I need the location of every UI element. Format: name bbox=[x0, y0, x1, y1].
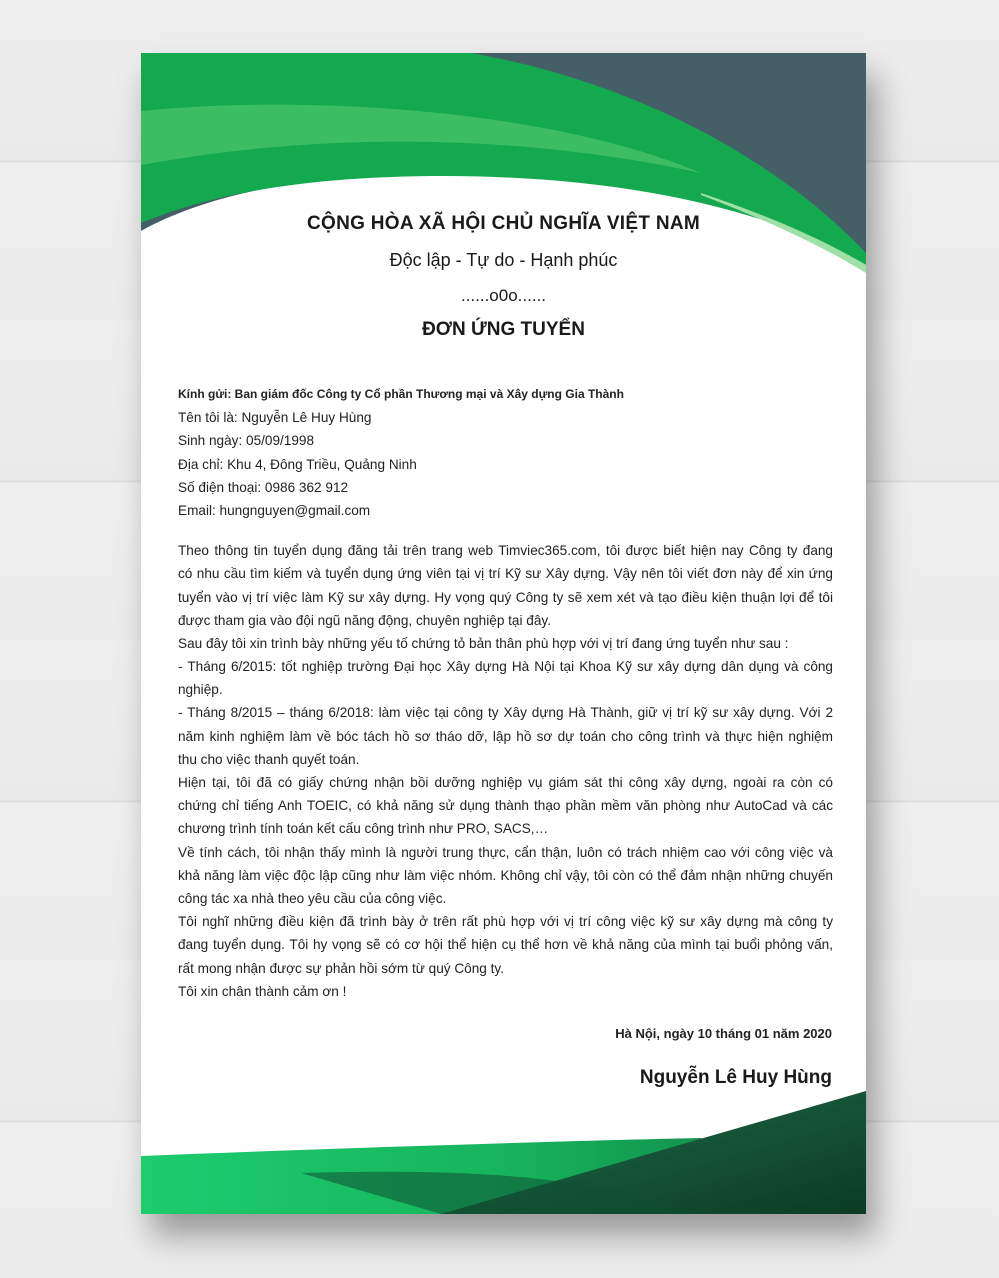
application-letter-page bbox=[141, 53, 866, 1214]
paragraph-line: - Tháng 6/2015: tốt nghiệp trường Đại học Xây dựng Hà Nội tại Khoa Kỹ sư xây dựng dân dụng và công bbox=[178, 659, 833, 675]
paragraph-line: chương trình tính toán kết cấu công trình như PRO, SACS,… bbox=[178, 821, 549, 837]
paragraph bbox=[178, 632, 833, 655]
paragraph bbox=[178, 655, 833, 701]
nation-heading: CỘNG HÒA XÃ HỘI CHỦ NGHĨA VIỆT NAM bbox=[306, 213, 701, 234]
paragraph-line: Theo thông tin tuyển dụng đăng tải trên trang web Timviec365.com, tôi được biết hiện nay Công ty đang bbox=[178, 543, 833, 559]
paragraph-line: Tôi xin chân thành cảm ơn ! bbox=[178, 983, 347, 999]
paragraph bbox=[178, 980, 833, 1003]
paragraph-line: công tác xa nhà theo yêu cầu của công việc. bbox=[178, 890, 447, 906]
paragraph-line: nghiệp. bbox=[178, 682, 223, 698]
paragraph bbox=[178, 841, 833, 911]
date-of-birth: Sinh ngày: 05/09/1998 bbox=[178, 433, 315, 449]
email: Email: hungnguyen@gmail.com bbox=[178, 502, 371, 518]
paragraph-line: khả năng làm việc độc lập cũng như làm việc nhóm. Không chỉ vậy, tôi còn có thể đảm nhận những chuyến bbox=[178, 867, 833, 883]
paragraph-line: đang tuyển dụng. Tôi hy vọng sẽ có cơ hội thể hiện cụ thể hơn về khả năng của mình tại buổi phỏng vấn, bbox=[178, 937, 833, 953]
paragraph-line: Hiện tại, tôi đã có giấy chứng nhận bồi dưỡng nghiệp vụ giám sát thi công xây dựng, ngoài ra còn có bbox=[178, 775, 833, 790]
letter-paragraphs bbox=[178, 539, 833, 1003]
paragraph-line: Sau đây tôi xin trình bày những yếu tố chứng tỏ bản thân phù hợp với vị trí đang ứng tuyển như sau : bbox=[178, 635, 789, 651]
date-line: Hà Nội, ngày 10 tháng 01 năm 2020 bbox=[615, 1026, 832, 1041]
paragraph-line: Tôi nghĩ những điều kiện đã trình bày ở trên rất phù hợp với vị trí công việc kỹ sư xây dựng mà công ty bbox=[178, 914, 833, 930]
paragraph bbox=[178, 771, 833, 841]
paragraph-line: chứng chỉ tiếng Anh TOEIC, có khả năng sử dụng thành thạo phần mềm văn phòng như AutoCad và các bbox=[178, 798, 833, 814]
paragraph bbox=[178, 910, 833, 980]
paragraph-line: Về tính cách, tôi nhận thấy mình là người trung thực, cẩn thận, luôn có trách nhiệm cao với công việc và bbox=[178, 844, 833, 860]
applicant-name: Tên tôi là: Nguyễn Lê Huy Hùng bbox=[178, 410, 372, 426]
greeting: Kính gửi: Ban giám đốc Công ty Cổ phần Thương mại và Xây dựng Gia Thành bbox=[178, 387, 624, 401]
paragraph-line: thu cho việc thanh quyết toán. bbox=[178, 751, 360, 767]
paragraph bbox=[178, 539, 833, 632]
paragraph-line: rất mong nhận được sự phản hồi sớm từ quý Công ty. bbox=[178, 960, 504, 976]
paragraph-line: tuyển vào vị trí việc làm Kỹ sư xây dựng. Hy vọng quý Công ty sẽ xem xét và tạo điều kiện thuận lợi để tôi bbox=[178, 589, 833, 605]
applicant-info bbox=[178, 383, 833, 522]
phone: Số điện thoại: 0986 362 912 bbox=[178, 479, 349, 495]
paragraph-line: năm kinh nghiệm làm về bóc tách hồ sơ tháo dỡ, lập hồ sơ dự toán cho công trình và thực hiện nghiệm bbox=[178, 728, 833, 744]
paragraph-line: có nhu cầu tìm kiếm và tuyển dụng ứng viên tại vị trí Kỹ sư Xây dựng. Vậy nên tôi viết đơn này để xin ứng bbox=[178, 566, 833, 582]
paragraph-line: được tham gia vào đội ngũ năng động, chuyên nghiệp tại đây. bbox=[178, 612, 551, 628]
paragraph-line: - Tháng 8/2015 – tháng 6/2018: làm việc tại công ty Xây dựng Hà Thành, giữ vị trí kỹ sư xây dựng. Với 2 bbox=[178, 705, 833, 721]
separator: ......o0o...... bbox=[460, 286, 547, 305]
document-title: ĐƠN ỨNG TUYỂN bbox=[422, 319, 585, 340]
paragraph bbox=[178, 701, 833, 771]
letter-body bbox=[178, 383, 833, 1003]
signature-name: Nguyễn Lê Huy Hùng bbox=[639, 1067, 832, 1088]
motto: Độc lập - Tự do - Hạnh phúc bbox=[389, 250, 618, 270]
address: Địa chỉ: Khu 4, Đông Triều, Quảng Ninh bbox=[178, 456, 417, 472]
